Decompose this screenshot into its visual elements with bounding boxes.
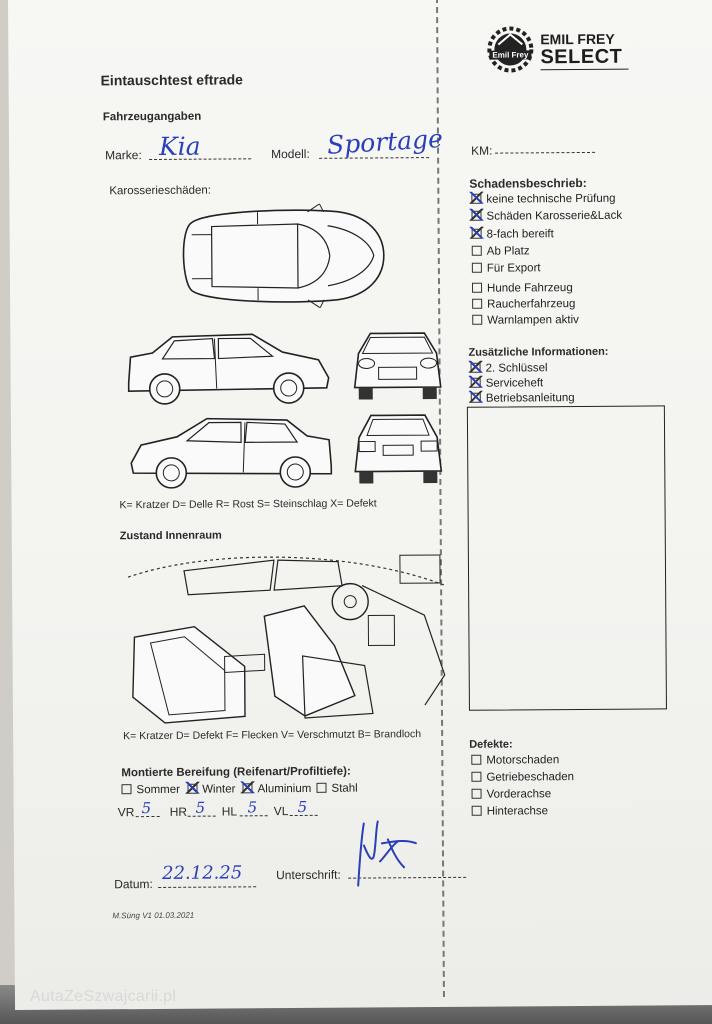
damage-item-3[interactable]: Ab Platz	[472, 245, 530, 257]
logo-small-text: Emil Frey	[492, 50, 529, 60]
additional-item-1[interactable]: Serviceheft	[471, 377, 544, 390]
car-left-side-icon	[122, 330, 335, 409]
damage-item-1[interactable]: Schäden Karosserie&Lack	[471, 210, 622, 223]
depth-hl-label: HL	[221, 804, 238, 819]
damage-description-title: Schadensbeschrieb:	[469, 175, 587, 191]
depth-hr-label: HR	[169, 804, 188, 819]
car-top-view-icon	[177, 203, 388, 308]
damage-item-2[interactable]: 8-fach bereift	[472, 228, 554, 241]
logo-line2: SELECT	[540, 45, 623, 69]
damage-item-6[interactable]: Raucherfahrzeug	[472, 298, 575, 311]
car-interior-icon	[124, 545, 455, 727]
depth-vr-value: 5	[141, 799, 152, 818]
tire-option-sommer-checkbox[interactable]	[121, 784, 131, 794]
car-rear-view-icon	[349, 411, 448, 486]
depth-vl-value: 5	[297, 797, 308, 816]
signature-drawing	[352, 815, 423, 887]
body-damage-legend: K= Kratzer D= Delle R= Rost S= Steinschlag X= Defekt	[119, 497, 377, 512]
defect-item-1[interactable]: Getriebeschaden	[471, 771, 574, 784]
notes-box[interactable]	[467, 405, 667, 710]
depth-vl-label: VL	[273, 804, 289, 819]
km-line	[495, 152, 595, 154]
vehicle-section-title: Fahrzeugangaben	[102, 110, 202, 124]
date-value: 22.12.25	[162, 862, 243, 884]
car-front-view-icon	[348, 329, 447, 402]
form-title: Eintauschtest eftrade	[100, 71, 243, 89]
defect-item-2[interactable]: Vorderachse	[472, 788, 552, 801]
depth-hl-value: 5	[247, 798, 258, 817]
model-value: Sportage	[326, 123, 444, 160]
interior-legend: K= Kratzer D= Defekt F= Flecken V= Verschmutzt B= Brandloch	[123, 728, 422, 743]
body-damage-title: Karosserieschäden:	[109, 184, 212, 198]
additional-item-2[interactable]: Betriebsanleitung	[471, 392, 575, 405]
logo-underline	[540, 69, 628, 71]
signature-label: Unterschrift:	[276, 867, 341, 883]
tire-option-aluminium-checkbox[interactable]	[243, 783, 253, 793]
tire-option-winter-label: Winter	[202, 783, 236, 796]
tire-options	[121, 783, 357, 797]
tire-option-winter-checkbox[interactable]	[187, 784, 197, 794]
tire-option-sommer-label: Sommer	[136, 783, 181, 797]
damage-item-4[interactable]: Für Export	[472, 262, 541, 274]
version-note: M.Süng V1 01.03.2021	[112, 910, 195, 921]
damage-item-5[interactable]: Hunde Fahrzeug	[472, 282, 573, 295]
interior-title: Zustand Innenraum	[119, 529, 222, 543]
logo-line1: EMIL FREY	[540, 30, 615, 48]
car-right-side-icon	[125, 414, 338, 493]
make-label: Marke:	[105, 148, 142, 163]
additional-info-title: Zusätzliche Informationen:	[468, 345, 609, 359]
defects-title: Defekte:	[469, 738, 513, 751]
defect-item-3[interactable]: Hinterachse	[472, 805, 548, 818]
damage-item-0[interactable]: keine technische Prüfung	[471, 193, 615, 206]
tire-option-aluminium-label: Aluminium	[257, 782, 312, 796]
tires-title: Montierte Bereifung (Reifenart/Profiltiefe):	[121, 765, 351, 780]
additional-item-0[interactable]: 2. Schlüssel	[471, 362, 548, 375]
model-label: Modell:	[271, 146, 310, 162]
watermark: AutaZeSzwajcarii.pl	[30, 988, 177, 1005]
tire-option-stahl-checkbox[interactable]	[316, 783, 326, 793]
defect-item-0[interactable]: Motorschaden	[471, 754, 559, 767]
tire-option-stahl-label: Stahl	[331, 782, 358, 795]
km-label: KM:	[471, 143, 493, 158]
depth-vr-label: VR	[117, 805, 135, 820]
date-label: Datum:	[114, 877, 153, 892]
depth-hr-value: 5	[195, 798, 206, 817]
damage-item-7[interactable]: Warnlampen aktiv	[472, 314, 579, 327]
date-line	[158, 886, 256, 888]
make-value: Kia	[158, 131, 201, 161]
form-sheet	[8, 0, 712, 1010]
